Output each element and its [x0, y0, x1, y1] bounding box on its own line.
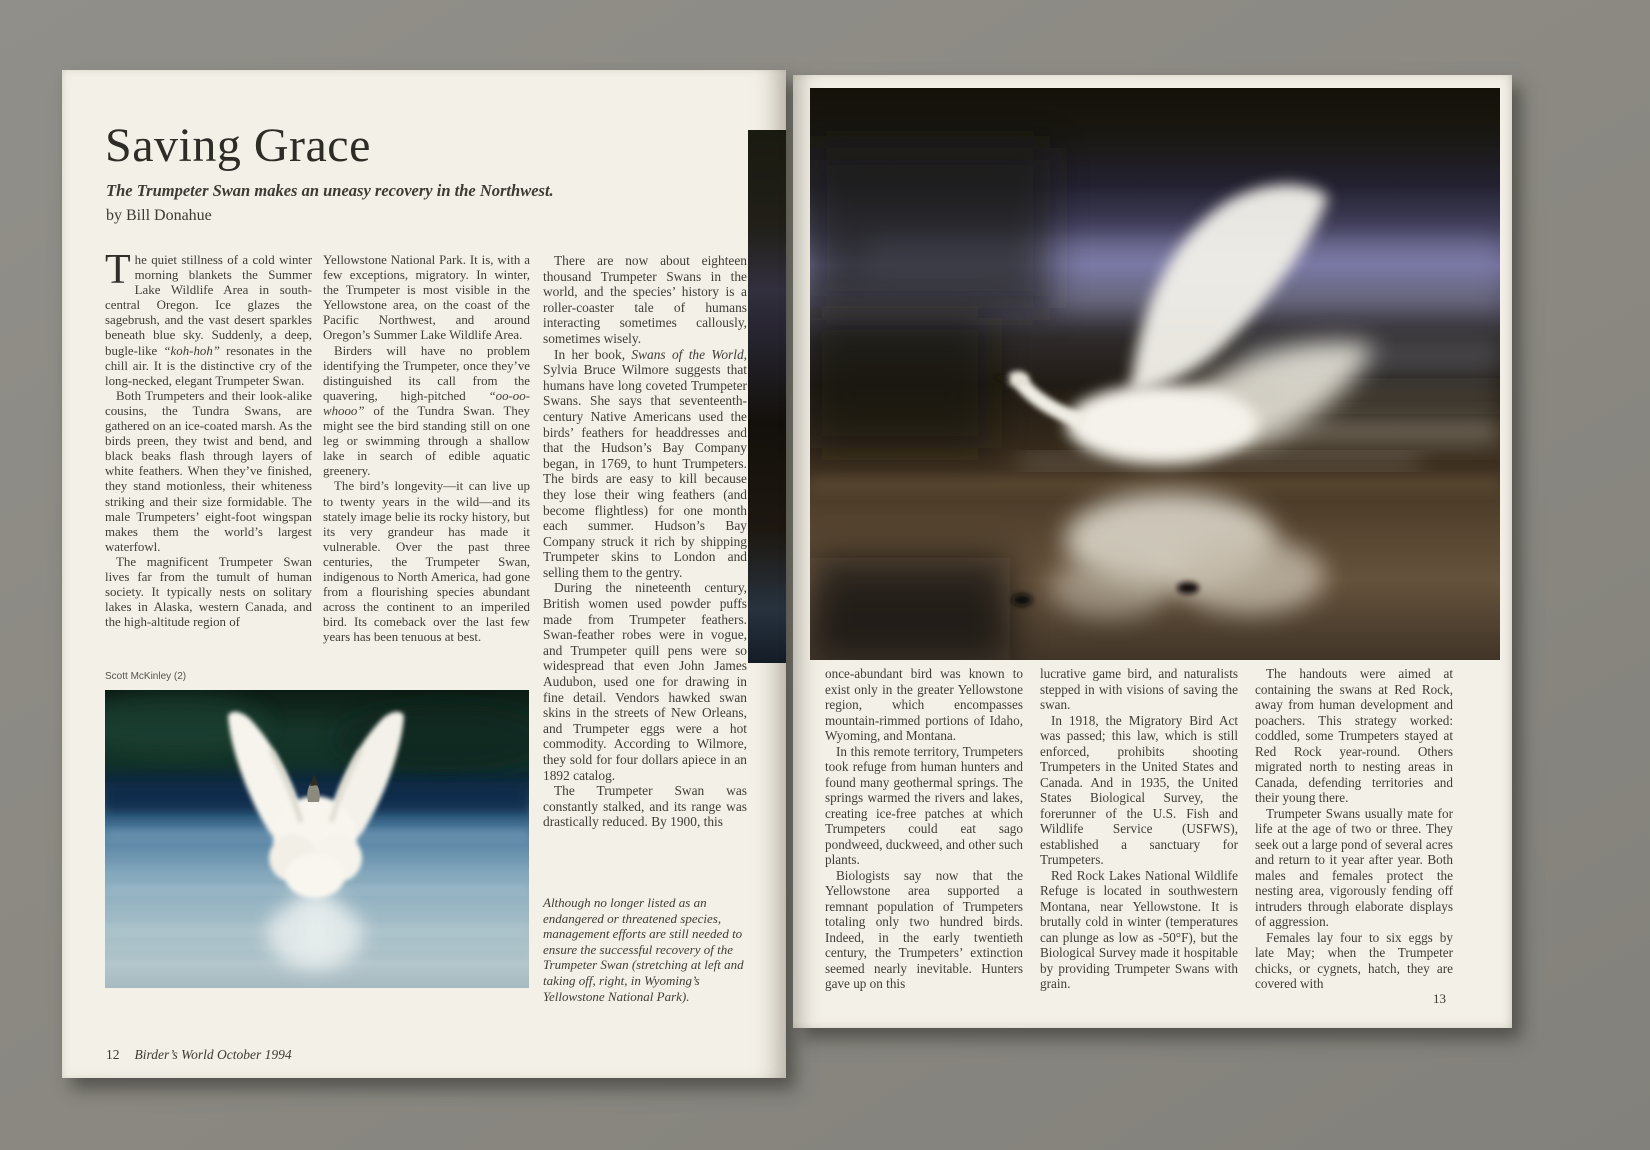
photo-caption: Although no longer listed as an endangered or threatened species, management efforts are still needed to ensure the successful recovery of the Trumpeter Swan (stretching at left and taking off, right, in Wyoming’s Yellowstone National Park).: [543, 895, 744, 1004]
italic-book-title: Swans of the World: [631, 346, 744, 362]
paragraph-text: of the Tundra Swan. They might see the bird standing still on one leg or swimming through a shallow lake in search of edible aquatic greenery.: [323, 403, 530, 479]
drop-cap: T: [105, 247, 131, 293]
photo-credit: Scott McKinley (2): [105, 671, 187, 682]
paragraph-text: , Sylvia Bruce Wilmore suggests that humans have long coveted Trumpeter Swans. She says that seventeenth-century Native Americans used the birds’ feathers for headdresses and that the Hudson’s Bay Company began, in 1769, to hunt Trumpeters. The birds are easy to kill because they lose their wing feathers (and become flightless) for one month each summer. Hudson’s Bay Company struck it rich by shipping Trumpeter skins to London and selling them to the gentry.: [543, 346, 747, 580]
body-paragraph: Biologists say now that the Yellowstone area supported a remnant population of Trumpeters totaling only two hundred birds. Indeed, in the early twentieth century, the Trumpeters’ extinction seemed nearly inevitable. Hunters gave up on this: [825, 867, 1023, 991]
left-page-footer: [106, 1047, 292, 1063]
body-paragraph: Females lay four to six eggs by late May; when the Trumpeter chicks, or cygnets, hatch, they are covered with: [1255, 929, 1453, 991]
paragraph-text: In her book,: [554, 346, 632, 362]
page-number-left: 12: [106, 1047, 120, 1062]
body-paragraph: Red Rock Lakes National Wildlife Refuge is located in southwestern Montana, near Yellowstone. It is brutally cold in winter (temperatures can plunge as low as -50°F), but the Biological Survey made it hospitable by providing Trumpeter Swans with grain.: [1040, 867, 1238, 991]
body-paragraph: lucrative game bird, and naturalists stepped in with visions of saving the swan.: [1040, 666, 1238, 712]
body-paragraph: The Trumpeter Swan was constantly stalked, and its range was drastically reduced. By 1900, this: [543, 783, 747, 830]
paragraph-text: resonates in the chill air. It is the distinctive cry of the long-necked, elegant Trumpeter Swan.: [105, 343, 313, 388]
page-number-right: 13: [1433, 991, 1446, 1006]
body-paragraph: The bird’s longevity—it can live up to twenty years in the wild—and its stately image belie its rocky history, but its very grandeur has made it vulnerable. Over the past three centuries, the Trumpeter Swan, indigenous to North America, had gone from a flourishing species abundant across the continent to an imperiled bird. Its comeback over the last few years has been tenuous at best.: [323, 479, 530, 645]
left-page: [62, 70, 786, 1078]
right-page: [793, 75, 1512, 1028]
italic-call-phrase: “koh-hoh”: [163, 343, 220, 358]
italic-call-phrase: “oo-oo-whooo”: [323, 388, 530, 418]
body-paragraph: The handouts were aimed at containing the swans at Red Rock, away from human development and poachers. This strategy worked: coddled, some Trumpeters stayed at Red Rock year-round. Others migrated north to nesting areas in Canada, defending territories and their young there.: [1255, 666, 1453, 805]
right-column-3: [1255, 666, 1453, 992]
left-column-2: [323, 253, 530, 645]
gutter-photo-strip: [748, 130, 786, 663]
article-byline: by Bill Donahue: [106, 207, 212, 224]
body-paragraph: Both Trumpeters and their look-alike cousins, the Tundra Swans, are gathered on an ice-coated marsh. As the birds preen, they twist and bend, and black beaks flash through layers of white feathers. When they’ve finished, they stand motionless, their whiteness striking and their size formidable. The male Trumpeters’ eight-foot wingspan makes them the world’s largest waterfowl.: [105, 388, 312, 554]
paragraph-text: he quiet stillness of a cold winter morning blankets the Summer Lake Wildlife Area in south-central Oregon. Ice glazes the sagebrush, and the vast desert sparkles beneath blue sky. Suddenly, a deep, bugle-like: [105, 253, 312, 358]
article-subtitle: The Trumpeter Swan makes an uneasy recovery in the Northwest.: [106, 181, 554, 200]
swan-stretching-photo: [105, 690, 529, 988]
left-column-1: [105, 247, 313, 630]
body-paragraph: Yellowstone National Park. It is, with a few exceptions, migratory. In winter, the Trumpeter is most visible in the Yellowstone area, on the coast of the Pacific Northwest, and around Oregon’s Summer Lake Wildlife Area.: [323, 253, 530, 343]
swan-takeoff-photo: [810, 88, 1500, 660]
left-column-3: [543, 253, 747, 830]
body-paragraph: [105, 247, 313, 389]
body-paragraph: There are now about eighteen thousand Trumpeter Swans in the world, and the species’ history is a roller-coaster tale of humans interacting sometimes callously, sometimes wisely.: [543, 253, 747, 346]
paragraph-text: Birders will have no problem identifying the Trumpeter, once they’ve distinguished its call from the quavering, high-pitched: [323, 343, 530, 403]
body-paragraph: [323, 344, 530, 480]
body-paragraph: During the nineteenth century, British women used powder puffs made from Trumpeter feathers. Swan-feather robes were in vogue, and Trumpeter quill pens were so widespread that even John James Audubon, used one for drawing in fine detail. Vendors hawked swan skins in the streets of New Orleans, and Trumpeter eggs were a hot commodity. According to Wilmore, they sold for four dollars apiece in an 1892 catalog.: [543, 580, 747, 783]
article-title: Saving Grace: [105, 119, 371, 172]
right-column-1: [825, 666, 1023, 992]
body-paragraph: [543, 347, 747, 581]
right-column-2: [1040, 666, 1238, 992]
magazine-title-footer: Birder’s World October 1994: [134, 1047, 292, 1062]
body-paragraph: In 1918, the Migratory Bird Act was passed; this law, which is still enforced, prohibits shooting Trumpeters in the United States and Canada. And in 1935, the United States Biological Survey, the forerunner of the U.S. Fish and Wildlife Service (USFWS), established a sanctuary for Trumpeters.: [1040, 712, 1238, 867]
body-paragraph: In this remote territory, Trumpeters took refuge from human hunters and found many geothermal springs. The springs warmed the rivers and lakes, creating ice-free patches at which Trumpeters could eat sago pondweed, duckweed, and other such plants.: [825, 743, 1023, 867]
body-paragraph: The magnificent Trumpeter Swan lives far from the tumult of human society. It typically nests on solitary lakes in Alaska, western Canada, and the high-altitude region of: [105, 554, 312, 630]
body-paragraph: once-abundant bird was known to exist only in the greater Yellowstone region, which encompasses mountain-rimmed portions of Idaho, Wyoming, and Montana.: [825, 666, 1023, 743]
body-paragraph: Trumpeter Swans usually mate for life at the age of two or three. They seek out a large pond of several acres and return to it year after year. Both males and females protect the nesting area, vigorously fending off intruders through elaborate displays of aggression.: [1255, 805, 1453, 929]
